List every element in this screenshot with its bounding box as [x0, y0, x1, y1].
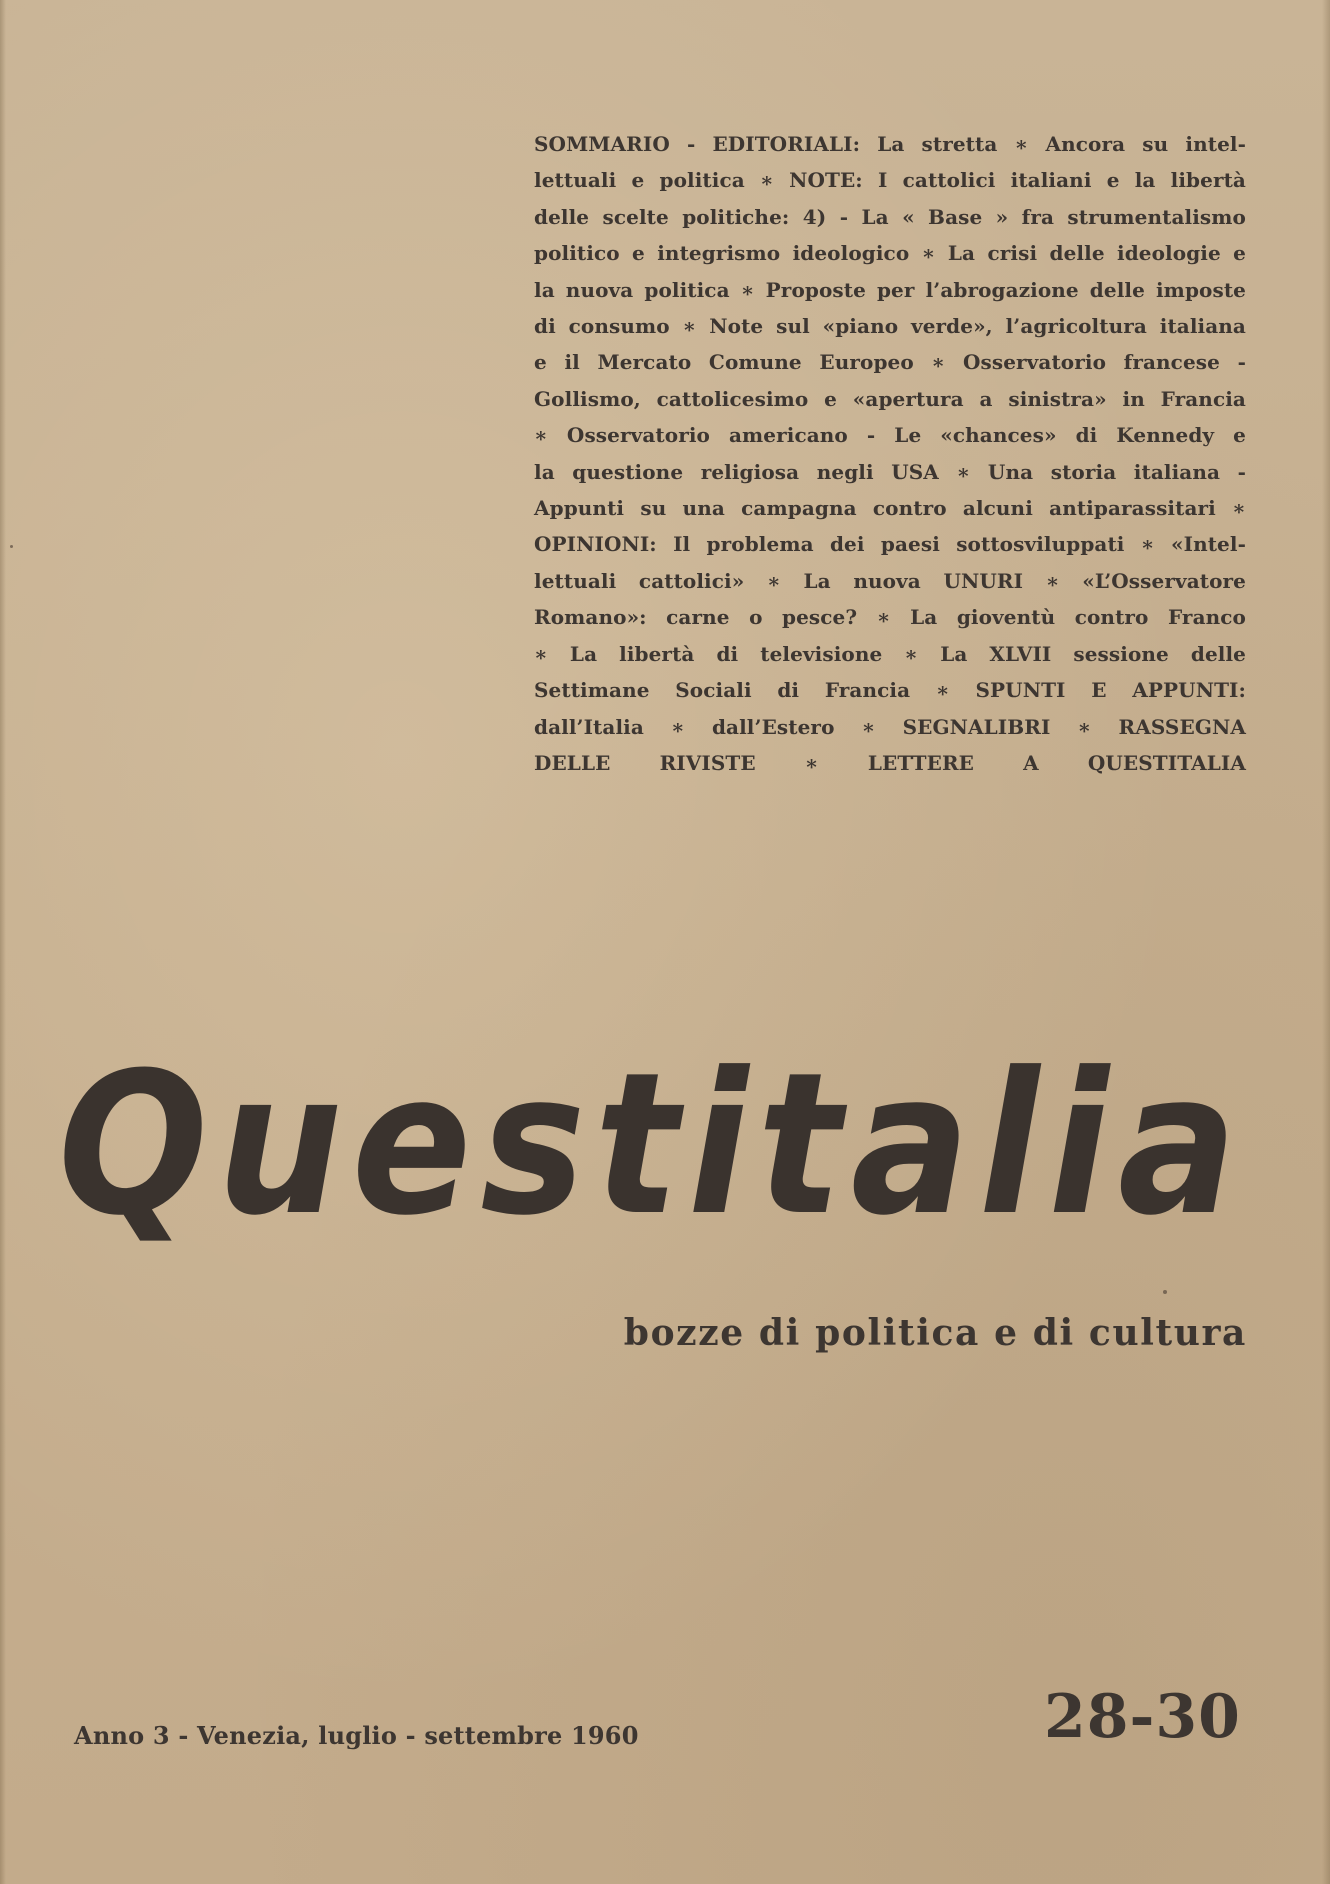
contents-line: Appunti su una campagna contro alcuni antiparassitari ∗: [534, 496, 1246, 521]
contents-line: ∗ Osservatorio americano - Le «chances» di Kennedy e: [534, 423, 1246, 448]
table-of-contents: [534, 126, 1246, 781]
masthead-logo: [58, 1052, 1258, 1262]
masthead-logo-svg: [58, 1052, 1258, 1262]
issue-number: 28-30: [1044, 1682, 1241, 1752]
contents-line: lettuali cattolici» ∗ La nuova UNURI ∗ «L’Osservatore: [534, 568, 1246, 593]
contents-line: ∗ La libertà di televisione ∗ La XLVII sessione delle: [534, 641, 1246, 666]
contents-line: di consumo ∗ Note sul «piano verde», l’agricoltura italiana: [534, 314, 1246, 339]
contents-line: DELLE RIVISTE ∗ LETTERE A QUESTITALIA: [534, 750, 1246, 775]
contents-line: la questione religiosa negli USA ∗ Una storia italiana -: [534, 459, 1246, 484]
contents-line: Gollismo, cattolicesimo e «apertura a sinistra» in Francia: [534, 386, 1246, 411]
masthead-title: Questitalia: [58, 1052, 1246, 1259]
contents-line: e il Mercato Comune Europeo ∗ Osservatorio francese -: [534, 350, 1246, 375]
paper-edge-left: [0, 0, 6, 1884]
contents-line: OPINIONI: Il problema dei paesi sottosviluppati ∗ «Intel-: [534, 532, 1246, 557]
contents-line: lettuali e politica ∗ NOTE: I cattolici italiani e la libertà: [534, 168, 1246, 193]
contents-line: la nuova politica ∗ Proposte per l’abrogazione delle imposte: [534, 277, 1246, 302]
contents-line: SOMMARIO - EDITORIALI: La stretta ∗ Ancora su intel-: [534, 132, 1246, 156]
contents-line: delle scelte politiche: 4) - La « Base » fra strumentalismo: [534, 204, 1246, 229]
contents-line: Romano»: carne o pesce? ∗ La gioventù contro Franco: [534, 605, 1246, 630]
paper-edge-right: [1322, 0, 1330, 1884]
subtitle: bozze di politica e di cultura: [623, 1312, 1247, 1354]
contents-line: Settimane Sociali di Francia ∗ SPUNTI E APPUNTI:: [534, 678, 1246, 703]
paper-speck: [1163, 1290, 1167, 1294]
contents-line: politico e integrismo ideologico ∗ La crisi delle ideologie e: [534, 241, 1246, 266]
issue-date-line: Anno 3 - Venezia, luglio - settembre 1960: [74, 1721, 639, 1750]
contents-line: dall’Italia ∗ dall’Estero ∗ SEGNALIBRI ∗ RASSEGNA: [534, 714, 1246, 739]
paper-speck: [10, 545, 13, 548]
